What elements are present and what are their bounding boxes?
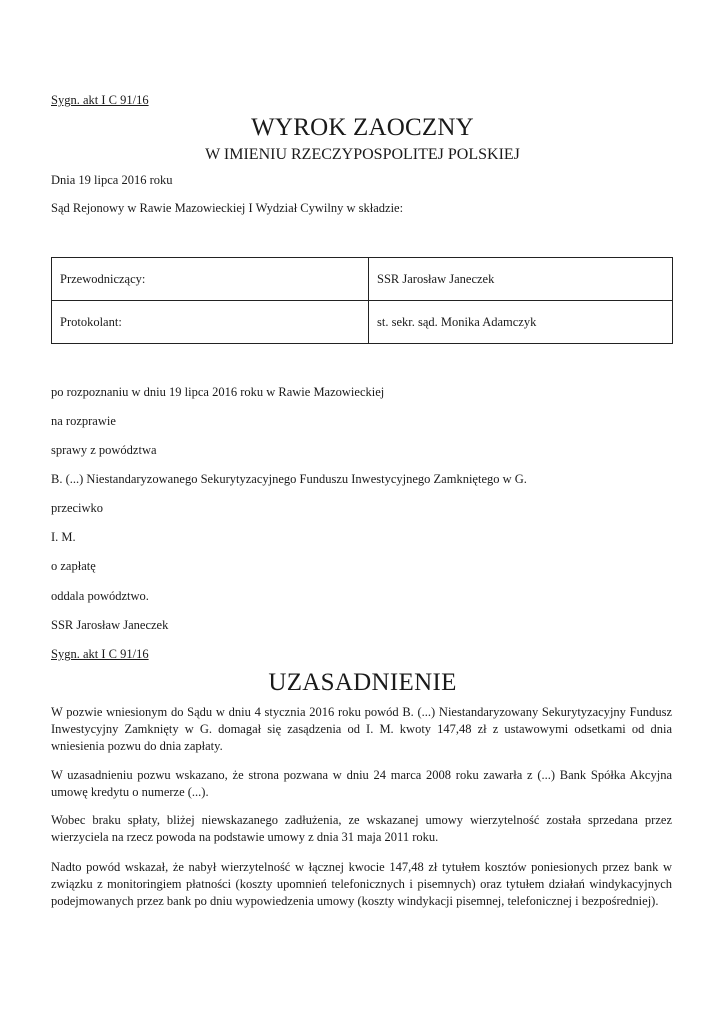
judgment-line: na rozprawie [51,414,116,428]
justification-paragraph: W uzasadnieniu pozwu wskazano, że strona pozwana w dniu 24 marca 2008 roku zawarła z (...) Bank Spółka Akcyjna umowę kredytu o numerze (...). [51,768,672,799]
judgment-line: sprawy z powództwa [51,443,157,457]
justification-title: UZASADNIENIE [268,669,457,696]
judgment-title: WYROK ZAOCZNY [251,114,474,141]
composition-person: SSR Jarosław Janeczek [369,258,673,301]
composition-row [52,258,673,301]
composition-role: Protokolant: [52,301,369,344]
justification-paragraph: Nadto powód wskazał, że nabył wierzytelność w łącznej kwocie 147,48 zł tytułem kosztów poniesionych przez bank w związku z monitoringiem płatności (koszty upomnień telefonicznych i pisemnych) oraz tytułem działań windykacyjnych podejmowanych przez bank po dniu wypowiedzenia umowy (koszty windykacji pisemnej, telefonicznej i bezpośredniej). [51,860,672,908]
court-composition-table [51,257,673,344]
court-name: Sąd Rejonowy w Rawie Mazowieckiej I Wydział Cywilny w składzie: [51,201,404,215]
judgment-subtitle: W IMIENIU RZECZYPOSPOLITEJ POLSKIEJ [205,146,520,163]
case-signature-justification: Sygn. akt I C 91/16 [51,647,149,661]
judgment-line: po rozpoznaniu w dniu 19 lipca 2016 roku w Rawie Mazowieckiej [51,385,385,399]
composition-role: Przewodniczący: [52,258,369,301]
judgment-line: o zapłatę [51,559,96,573]
justification-paragraph: W pozwie wniesionym do Sądu w dniu 4 stycznia 2016 roku powód B. (...) Niestandaryzowany Sekurytyzacyjny Fundusz Inwestycyjny Zamknięty w G. domagał się zasądzenia od I. M. kwoty 147,48 zł z ustawowymi odsetkami od dnia wniesienia pozwu do dnia zapłaty. [51,705,672,753]
judge-signature: SSR Jarosław Janeczek [51,618,169,632]
justification-paragraph: Wobec braku spłaty, bliżej niewskazanego zadłużenia, ze wskazanej umowy wierzytelność została sprzedana przez wierzyciela na rzecz powoda na podstawie umowy z dnia 31 maja 2011 roku. [51,813,672,844]
judgment-line: I. M. [51,530,76,544]
composition-row [52,301,673,344]
judgment-verdict: oddala powództwo. [51,589,149,603]
judgment-line: przeciwko [51,501,104,515]
judgment-date: Dnia 19 lipca 2016 roku [51,173,173,187]
case-signature-top: Sygn. akt I C 91/16 [51,93,149,107]
composition-person: st. sekr. sąd. Monika Adamczyk [369,301,673,344]
judgment-line: B. (...) Niestandaryzowanego Sekurytyzacyjnego Funduszu Inwestycyjnego Zamkniętego w G. [51,472,527,486]
